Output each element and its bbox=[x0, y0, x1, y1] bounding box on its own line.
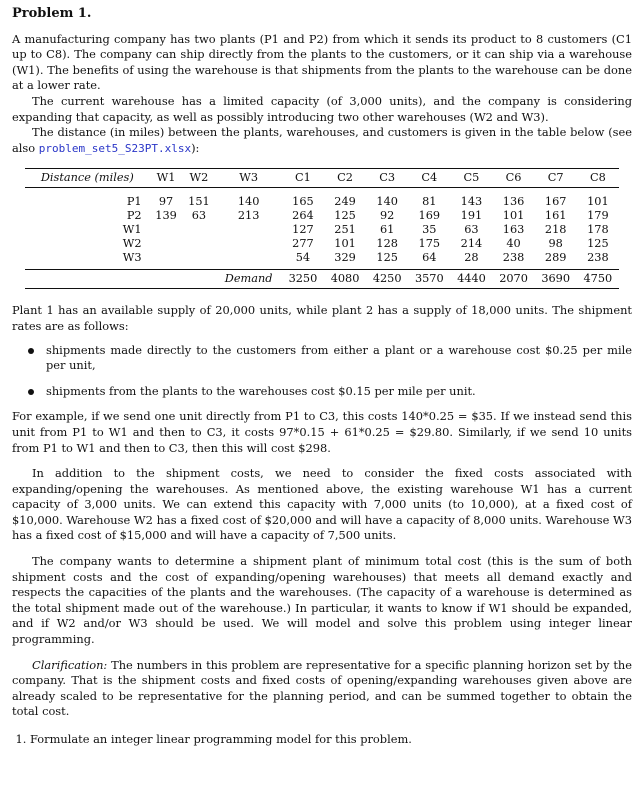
table-cell: 125 bbox=[376, 251, 398, 265]
table-cell: 167 bbox=[544, 195, 567, 209]
table-cell: 125 bbox=[334, 209, 356, 223]
table-cell: 127 bbox=[292, 223, 314, 237]
col-header: C4 bbox=[408, 169, 450, 188]
table-cell: 178 bbox=[587, 223, 609, 237]
table-cell bbox=[150, 223, 183, 237]
table-cell: 101 bbox=[502, 209, 525, 223]
intro-paragraph: A manufacturing company has two plants (P1 and P2) from which it sends its product to 8 customers (C1 up to C8). The company can ship directly from the plants to the customers, or it can ship via a warehouse (W1). The benefits of using the warehouse is that shipments from the plants to the warehouse can be done at a lower rate. bbox=[12, 31, 632, 93]
table-cell: 63 bbox=[191, 209, 207, 223]
table-row bbox=[25, 223, 619, 237]
bullet-icon bbox=[28, 389, 34, 395]
table-row bbox=[25, 237, 619, 251]
col-header: W1 bbox=[150, 169, 183, 188]
table-cell: 98 bbox=[548, 237, 563, 251]
distance-text-after: ): bbox=[191, 140, 200, 155]
table-cell bbox=[182, 237, 215, 251]
table-cell: 329 bbox=[334, 251, 356, 265]
capacity-paragraph: The current warehouse has a limited capacity (of 3,000 units), and the company is considering expanding that capacity, as well as possibly introducing two other warehouses (W2 and W3). bbox=[12, 93, 632, 124]
question-list bbox=[12, 732, 632, 748]
clarification-paragraph bbox=[12, 658, 632, 720]
demand-cell: 4440 bbox=[450, 270, 492, 289]
table-cell: 264 bbox=[292, 209, 314, 223]
table-cell: 128 bbox=[376, 237, 398, 251]
table-cell: 238 bbox=[502, 251, 525, 265]
table-cell: 165 bbox=[292, 195, 314, 209]
col-header: W2 bbox=[182, 169, 215, 188]
table-cell: 97 bbox=[158, 195, 174, 209]
fixed-cost-paragraph: In addition to the shipment costs, we need to consider the fixed costs associated with expanding/opening the warehouses. As mentioned above, the existing warehouse W1 has a current capacity of 3,000 units. We can extend this capacity with 7,000 units (to 10,000), at a fixed cost of $10,000. Warehouse W2 has a fixed cost of $20,000 and will have a capacity of 8,000 units. Warehouse W3 has a fixed cost of $15,000 and will have a capacity of 7,500 units. bbox=[12, 466, 632, 543]
row-label: P1 bbox=[126, 195, 142, 209]
table-cell bbox=[215, 223, 282, 237]
demand-row bbox=[25, 270, 619, 289]
table-cell bbox=[182, 270, 215, 289]
distance-paragraph bbox=[12, 125, 632, 156]
data-file-link[interactable]: problem_set5_S23PT.xlsx bbox=[38, 141, 192, 155]
col-header: C8 bbox=[577, 169, 619, 188]
table-cell: 139 bbox=[155, 209, 177, 223]
row-label: W1 bbox=[122, 223, 142, 237]
table-cell: 101 bbox=[334, 237, 356, 251]
table-cell: 218 bbox=[544, 223, 567, 237]
table-cell: 81 bbox=[422, 195, 437, 209]
table-header-row bbox=[25, 169, 619, 188]
table-cell: 40 bbox=[506, 237, 521, 251]
problem-title: Problem 1. bbox=[12, 6, 92, 21]
list-item-text: shipments made directly to the customers from either a plant or a warehouse cost $0.25 per mile per unit, bbox=[46, 342, 632, 373]
table-cell: 191 bbox=[460, 209, 483, 223]
table-cell: 35 bbox=[422, 223, 437, 237]
table-cell: 163 bbox=[502, 223, 525, 237]
objective-paragraph: The company wants to determine a shipment plant of minimum total cost (this is the sum of both shipment costs and the cost of expanding/opening warehouses) that meets all demand exactly and respects the capacities of the plants and the warehouses. (The capacity of a warehouse is determined as the total shipment made out of the warehouse.) In particular, it wants to know if W1 should be expanded, and if W2 and/or W3 should be used. We will model and solve this problem using integer linear programming. bbox=[12, 554, 632, 647]
table-cell: 136 bbox=[502, 195, 525, 209]
table-cell: 213 bbox=[237, 209, 260, 223]
table-cell: 140 bbox=[376, 195, 398, 209]
table-cell: 54 bbox=[295, 251, 311, 265]
table-cell bbox=[150, 237, 183, 251]
clarification-text: The numbers in this problem are representative for a specific planning horizon set by the company. That is the shipment costs and fixed costs of opening/expanding warehouses given above are already scaled to be representative for the planning period, and can be summed together to obtain the total cost. bbox=[12, 657, 632, 719]
distance-text-before: The distance (in miles) between the plants, warehouses, and customers is given in the table below (see also bbox=[12, 125, 632, 155]
table-cell bbox=[25, 270, 150, 289]
distance-table bbox=[25, 168, 619, 289]
col-header: C2 bbox=[324, 169, 366, 188]
demand-cell: 4750 bbox=[577, 270, 619, 289]
demand-cell: 3570 bbox=[408, 270, 450, 289]
table-cell bbox=[150, 251, 183, 270]
table-cell: 238 bbox=[587, 251, 609, 265]
table-cell: 143 bbox=[460, 195, 483, 209]
bullet-icon bbox=[28, 348, 34, 354]
demand-cell: 3690 bbox=[535, 270, 577, 289]
table-cell bbox=[182, 251, 215, 270]
table-cell: 251 bbox=[334, 223, 356, 237]
table-row bbox=[25, 188, 619, 210]
table-row bbox=[25, 209, 619, 223]
table-cell: 140 bbox=[237, 195, 260, 209]
rate-list bbox=[12, 343, 632, 400]
table-cell: 101 bbox=[587, 195, 609, 209]
table-cell: 214 bbox=[460, 237, 483, 251]
table-cell: 161 bbox=[544, 209, 567, 223]
demand-cell: 2070 bbox=[493, 270, 535, 289]
table-cell: 64 bbox=[422, 251, 437, 265]
table-cell: 277 bbox=[292, 237, 314, 251]
demand-cell: 3250 bbox=[282, 270, 324, 289]
table-corner-label: Distance (miles) bbox=[25, 169, 150, 188]
col-header: C7 bbox=[535, 169, 577, 188]
example-paragraph: For example, if we send one unit directly from P1 to C3, this costs 140*0.25 = $35. If we instead send this unit from P1 to W1 and then to C3, it costs 97*0.15 + 61*0.25 = $29.80. Similarly, if we send 10 units from P1 to W1 and then to C3, then this will cost $298. bbox=[12, 409, 632, 455]
col-header: W3 bbox=[215, 169, 282, 188]
row-label: W2 bbox=[122, 237, 142, 251]
supply-paragraph: Plant 1 has an available supply of 20,000 units, while plant 2 has a supply of 18,000 units. The shipment rates are as follows: bbox=[12, 303, 632, 333]
table-cell: 169 bbox=[418, 209, 441, 223]
table-cell: 175 bbox=[418, 237, 441, 251]
row-label: W3 bbox=[122, 251, 142, 265]
problem-page bbox=[12, 6, 632, 748]
col-header: C6 bbox=[493, 169, 535, 188]
list-item-text: shipments from the plants to the warehouses cost $0.15 per mile per unit. bbox=[46, 383, 476, 398]
list-item bbox=[46, 343, 632, 374]
table-cell: 151 bbox=[188, 195, 210, 209]
demand-cell: 4080 bbox=[324, 270, 366, 289]
table-cell: 289 bbox=[544, 251, 567, 265]
list-item bbox=[46, 384, 632, 400]
row-label: P2 bbox=[126, 209, 142, 223]
col-header: C5 bbox=[450, 169, 492, 188]
table-cell: 63 bbox=[464, 223, 479, 237]
table-cell bbox=[150, 270, 183, 289]
demand-cell: 4250 bbox=[366, 270, 408, 289]
table-cell bbox=[182, 223, 215, 237]
table-cell: 92 bbox=[380, 209, 395, 223]
question-item: 1. Formulate an integer linear programming model for this problem. bbox=[30, 732, 632, 748]
demand-label: Demand bbox=[215, 270, 282, 289]
table-cell: 61 bbox=[380, 223, 395, 237]
table-cell: 125 bbox=[587, 237, 609, 251]
col-header: C1 bbox=[282, 169, 324, 188]
table-cell bbox=[215, 251, 282, 270]
table-cell: 249 bbox=[334, 195, 356, 209]
table-cell: 179 bbox=[587, 209, 609, 223]
table-row bbox=[25, 251, 619, 270]
table-cell: 28 bbox=[464, 251, 479, 265]
table-cell bbox=[215, 237, 282, 251]
col-header: C3 bbox=[366, 169, 408, 188]
clarification-label: Clarification: bbox=[32, 657, 108, 672]
